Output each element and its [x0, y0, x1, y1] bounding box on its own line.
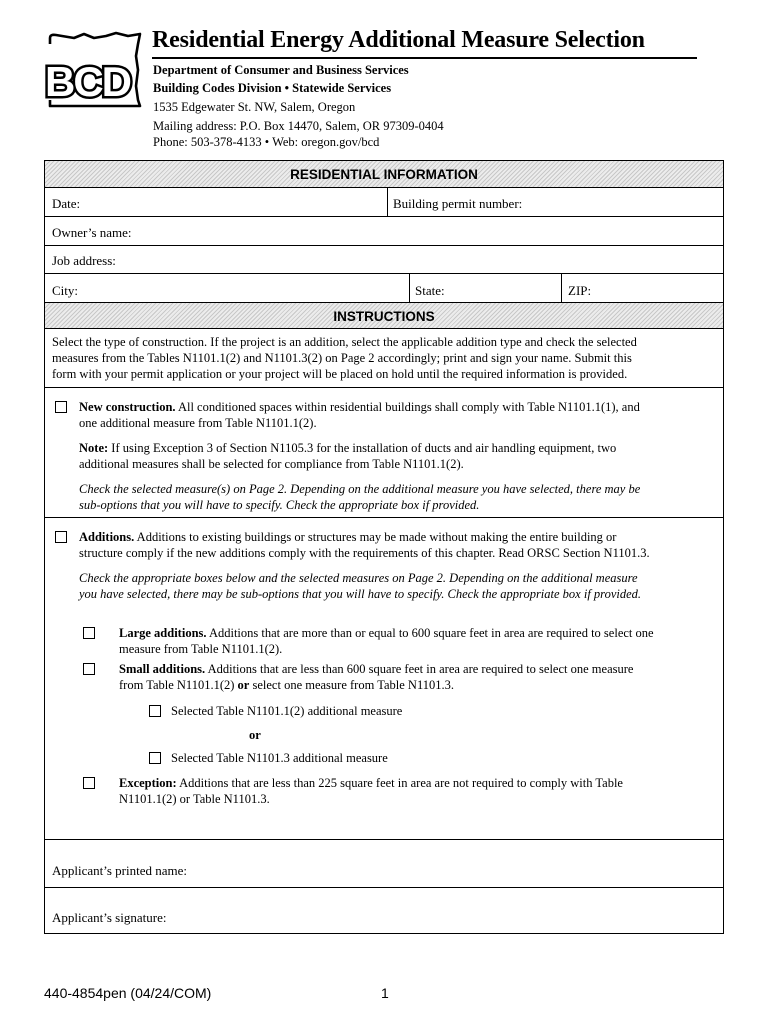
residential-info-heading: RESIDENTIAL INFORMATION: [45, 161, 723, 188]
instructions-heading: INSTRUCTIONS: [45, 302, 723, 329]
text-line: measure from Table N1101.1(2).: [119, 642, 283, 656]
note-label: Note:: [79, 441, 109, 455]
text-span: All conditioned spaces within residential buildings shall comply with Table N1101.1(1), and: [175, 400, 640, 414]
selected-n1101-3-label: Selected Table N1101.3 additional measure: [171, 751, 388, 765]
division-name: Building Codes Division • Statewide Services: [153, 81, 392, 95]
exception-checkbox[interactable]: [83, 777, 95, 789]
zip-label: ZIP:: [568, 283, 592, 298]
form-title: Residential Energy Additional Measure Selection: [152, 27, 645, 53]
text-line: one additional measure from Table N1101.1(2).: [79, 416, 317, 430]
divider: [45, 839, 723, 840]
form-id: 440-4854pen (04/24/COM): [44, 985, 212, 1001]
exception-title: Exception:: [119, 776, 177, 790]
instructions-line: measures from the Tables N1101.1(2) and N1101.3(2) on Page 2 accordingly; print and sign your name. Submit this: [52, 351, 632, 365]
new-construction-instruction: [79, 481, 729, 513]
large-additions-text: [119, 625, 719, 657]
date-label: Date:: [52, 196, 81, 211]
text-line: you have selected, there may be sub-options that you will have to specify. Check the appropriate box if provided.: [79, 587, 642, 601]
text-span: from Table N1101.1(2): [119, 678, 238, 692]
instructions-line: form with your permit application or your project will be placed on hold until the required information is provided.: [52, 367, 628, 381]
additions-instruction: [79, 570, 724, 602]
svg-text:BCD: BCD: [45, 58, 130, 105]
selected-n1101-1-2-label: Selected Table N1101.1(2) additional measure: [171, 704, 403, 718]
selected-n1101-3-checkbox[interactable]: [149, 752, 161, 764]
or-separator: or: [249, 728, 261, 742]
new-construction-checkbox[interactable]: [55, 401, 67, 413]
small-additions-text: [119, 661, 719, 693]
additions-text: [79, 529, 724, 561]
instructions-line: Select the type of construction. If the project is an addition, select the applicable addition type and check the selected: [52, 335, 637, 349]
phone-web: Phone: 503-378-4133 • Web: oregon.gov/bcd: [153, 135, 380, 149]
text-span: Additions that are more than or equal to 600 square feet in area are required to select one: [206, 626, 654, 640]
applicant-signature-label: Applicant’s signature:: [52, 910, 167, 925]
text-span: Additions that are less than 600 square feet in area are required to select one measure: [205, 662, 634, 676]
additions-checkbox[interactable]: [55, 531, 67, 543]
divider: [45, 887, 723, 888]
small-additions-checkbox[interactable]: [83, 663, 95, 675]
small-additions-title: Small additions.: [119, 662, 206, 676]
new-construction-text: [79, 399, 719, 431]
department-name: Department of Consumer and Business Services: [153, 63, 409, 77]
permit-number-label: Building permit number:: [393, 196, 523, 211]
divider: [45, 517, 723, 518]
street-address: 1535 Edgewater St. NW, Salem, Oregon: [153, 100, 356, 114]
form-box: [44, 160, 724, 934]
text-line: N1101.1(2) or Table N1101.3.: [119, 792, 270, 806]
divider: [45, 387, 723, 388]
divider: [561, 273, 562, 302]
divider: [45, 216, 723, 217]
text-line: sub-options that you will have to specify. Check the appropriate box if provided.: [79, 498, 480, 512]
state-label: State:: [415, 283, 445, 298]
selected-n1101-1-2-checkbox[interactable]: [149, 705, 161, 717]
divider: [387, 188, 388, 216]
bcd-logo: [44, 30, 144, 108]
text-span: Additions to existing buildings or structures may be made without making the entire building or: [134, 530, 617, 544]
job-address-label: Job address:: [52, 253, 116, 268]
new-construction-title: New construction.: [79, 400, 176, 414]
exception-text: [119, 775, 719, 807]
mailing-address: Mailing address: P.O. Box 14470, Salem, OR 97309-0404: [153, 119, 444, 133]
text-span: select one measure from Table N1101.3.: [249, 678, 454, 692]
or-emphasis: or: [237, 678, 250, 692]
text-span: Additions that are less than 225 square feet in area are not required to comply with Table: [176, 776, 623, 790]
text-line: additional measures shall be selected for compliance from Table N1101.1(2).: [79, 457, 464, 471]
new-construction-note: [79, 440, 719, 472]
large-additions-checkbox[interactable]: [83, 627, 95, 639]
additions-title: Additions.: [79, 530, 135, 544]
divider: [45, 245, 723, 246]
large-additions-title: Large additions.: [119, 626, 207, 640]
owner-name-label: Owner’s name:: [52, 225, 132, 240]
text-line: Check the appropriate boxes below and the selected measures on Page 2. Depending on the additional measure: [79, 571, 638, 585]
page-number: 1: [381, 985, 389, 1001]
text-line: structure comply if the new additions comply with the requirements of this chapter. Read ORSC Section N1101.3.: [79, 546, 650, 560]
divider: [45, 273, 723, 274]
title-rule: [152, 57, 697, 59]
text-line: Check the selected measure(s) on Page 2. Depending on the additional measure you have selected, there may be: [79, 482, 641, 496]
divider: [409, 273, 410, 302]
instructions-text: [52, 334, 722, 382]
city-label: City:: [52, 283, 79, 298]
text-span: If using Exception 3 of Section N1105.3 for the installation of ducts and air handling equipment, two: [108, 441, 617, 455]
applicant-printed-name-label: Applicant’s printed name:: [52, 863, 188, 878]
